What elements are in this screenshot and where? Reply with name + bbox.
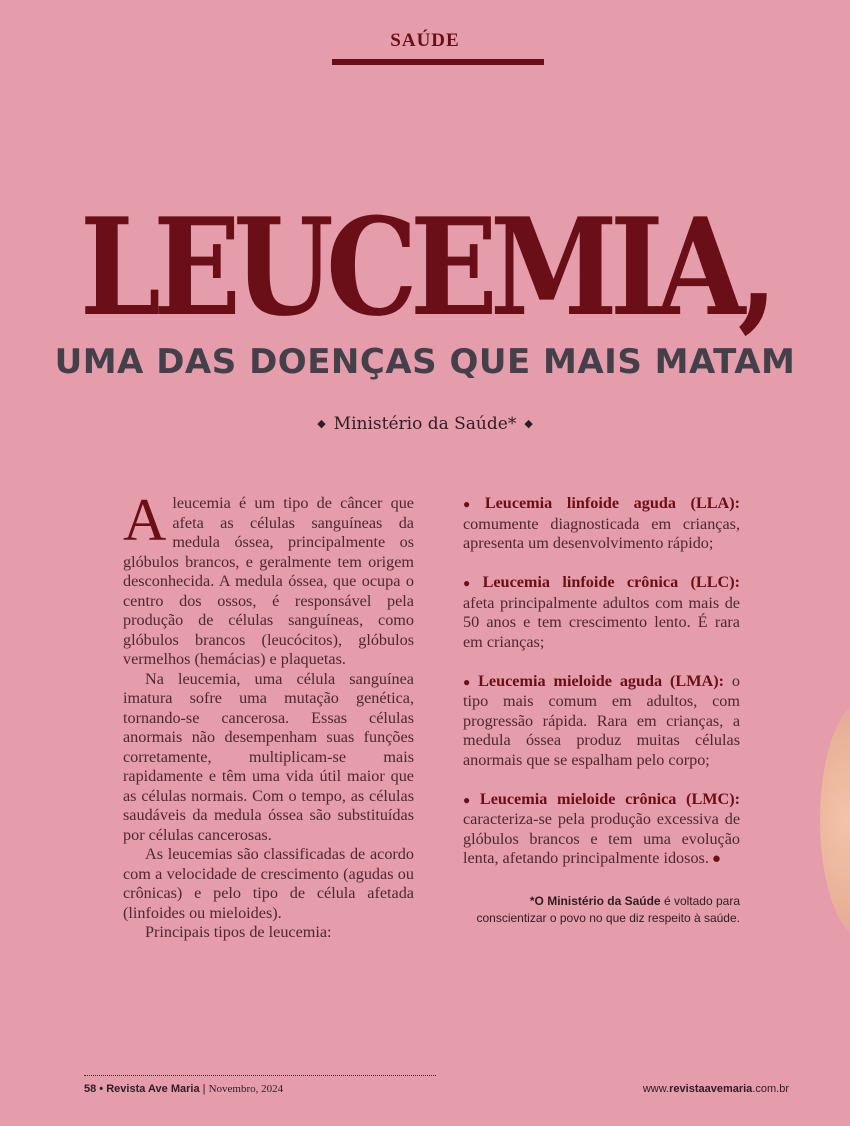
leukemia-type-title: Leucemia linfoide crônica (LLC):	[482, 573, 740, 591]
bullet-icon: ●	[463, 674, 475, 689]
leukemia-type-title: Leucemia linfoide aguda (LLA):	[484, 494, 741, 512]
section-label: SAÚDE	[390, 30, 460, 51]
bullet-icon: ●	[463, 792, 476, 807]
magazine-name: Revista Ave Maria	[106, 1083, 200, 1095]
end-mark-icon: ●	[711, 851, 721, 867]
section-rule	[332, 59, 544, 65]
leukemia-type-text: afeta principalmente adultos com mais de 50 anos e tem crescimento lento. É rara em crianças;	[463, 593, 740, 651]
diamond-icon: ◆	[524, 417, 533, 430]
headline: LEUCEMIA,	[79, 188, 771, 346]
page-number: 58	[84, 1083, 97, 1095]
issue-date: Novembro, 2024	[208, 1083, 284, 1095]
site-prefix: www.	[642, 1083, 670, 1095]
drop-cap: A	[123, 487, 167, 553]
footer-folio: 58 • Revista Ave Maria | Novembro, 2024	[84, 1083, 284, 1095]
footnote-source: *O Ministério da Saúde	[529, 894, 661, 908]
article-right-column	[463, 494, 740, 889]
leukemia-type-item	[463, 790, 740, 870]
byline	[0, 414, 850, 434]
article-left-column	[123, 487, 414, 943]
article-paragraph: Principais tipos de leucemia:	[145, 923, 332, 941]
article-paragraph: Na leucemia, uma célula sanguínea imatura sofre uma mutação genética, tornando-se cancerosa. Essas células anormais não desempenham suas funções corretamente, multiplicam-se mais rapidamente e têm uma vida útil maior que as células normais. Com o tempo, as células saudáveis da medula óssea são substituídas por células cancerosas.	[123, 669, 414, 844]
leukemia-type-text: comumente diagnosticada em crianças, apresenta um desenvolvimento rápido;	[463, 514, 740, 552]
leukemia-type-title: Leucemia mieloide crônica (LMC):	[479, 789, 740, 808]
subheadline: UMA DAS DOENÇAS QUE MAIS MATAM	[54, 342, 796, 382]
bullet-icon: ●	[463, 497, 481, 511]
leukemia-type-item	[463, 573, 740, 652]
leukemia-type-title: Leucemia mieloide aguda (LMA):	[478, 671, 724, 690]
footnote-text: é voltado para conscientizar o povo no que diz respeito à saúde.	[476, 894, 740, 925]
leukemia-type-text: o tipo mais comum em adultos, com progressão rápida. Rara em crianças, a medula óssea produz muitas células anormais que se espalham pelo corpo;	[463, 671, 740, 769]
article-paragraph: As leucemias são classificadas de acordo com a velocidade de crescimento (agudas ou crônicas) e pelo tipo de célula afetada (linfoides ou mieloides).	[123, 845, 414, 922]
leukemia-type-text: caracteriza-se pela produção excessiva de glóbulos brancos e tem uma evolução lenta, afetando principalmente idosos.	[463, 810, 740, 867]
bullet-icon: ●	[463, 576, 479, 590]
leukemia-type-item	[463, 494, 740, 554]
diamond-icon: ◆	[317, 417, 326, 430]
article-paragraph	[123, 487, 414, 670]
footer-separator: |	[202, 1083, 209, 1095]
site-suffix: .com.br	[752, 1083, 789, 1095]
byline-author: Ministério da Saúde*	[333, 414, 517, 434]
footnote	[463, 893, 740, 927]
background-figure	[820, 700, 850, 940]
site-name: revistaavemaria	[669, 1083, 753, 1095]
footer-rule	[84, 1075, 436, 1076]
paragraph-text: leucemia é um tipo de câncer que afeta as células sanguíneas da medula óssea, principalmente os glóbulos brancos, e geralmente tem origem desconhecida. A medula óssea, que ocupa o centro dos ossos, é responsável pela produção de células sanguíneas, como glóbulos brancos (leucócitos), glóbulos vermelhos (hemácias) e plaquetas.	[123, 494, 414, 668]
leukemia-type-item	[463, 672, 740, 771]
website-link[interactable]	[643, 1083, 789, 1095]
